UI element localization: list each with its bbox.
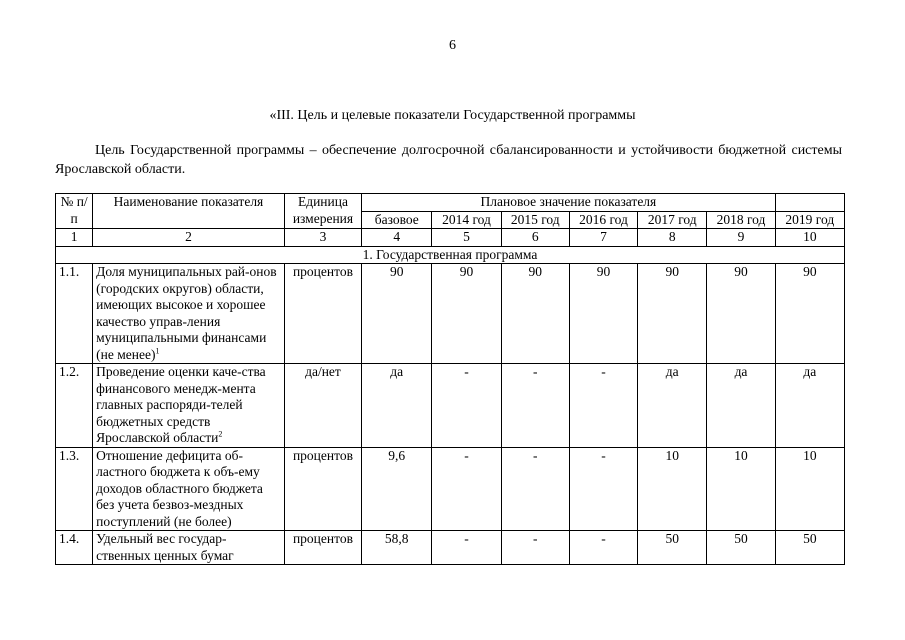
value-cell: - (569, 447, 637, 531)
indicator-name: Удельный вес государ-ственных ценных бумаг (96, 531, 234, 563)
header-row-top (56, 194, 845, 212)
indicator-name-cell (93, 447, 285, 531)
indicator-name-cell (93, 364, 285, 448)
table-row (56, 531, 845, 565)
value-cell: - (501, 531, 569, 565)
header-unit: Единица измерения (284, 194, 361, 229)
column-number: 2 (93, 229, 285, 247)
value-cell: 90 (362, 264, 432, 364)
header-year: базовое (362, 211, 432, 229)
value-cell: 90 (432, 264, 501, 364)
column-number: 4 (362, 229, 432, 247)
row-number: 1.3. (56, 447, 93, 531)
column-number: 8 (638, 229, 707, 247)
header-empty-cell (775, 194, 844, 212)
value-cell: - (432, 447, 501, 531)
value-cell: 9,6 (362, 447, 432, 531)
value-cell: - (432, 364, 501, 448)
indicator-name: Проведение оценки каче-ства финансового менедж-мента главных распоряди-телей бюджетных средств Ярославской области (96, 364, 266, 445)
value-cell: да (707, 364, 775, 448)
value-cell: 58,8 (362, 531, 432, 565)
table-row (56, 264, 845, 364)
unit-cell: процентов (284, 447, 361, 531)
table-row (56, 364, 845, 448)
header-year: 2019 год (775, 211, 844, 229)
header-year: 2017 год (638, 211, 707, 229)
unit-cell: да/нет (284, 364, 361, 448)
value-cell: 10 (638, 447, 707, 531)
value-cell: 50 (775, 531, 844, 565)
row-number: 1.1. (56, 264, 93, 364)
column-number-row (56, 229, 845, 247)
header-year: 2015 год (501, 211, 569, 229)
value-cell: - (432, 531, 501, 565)
value-cell: 10 (775, 447, 844, 531)
indicators-table (55, 193, 845, 565)
column-number: 9 (707, 229, 775, 247)
column-number: 10 (775, 229, 844, 247)
value-cell: 10 (707, 447, 775, 531)
header-year: 2014 год (432, 211, 501, 229)
value-cell: да (362, 364, 432, 448)
column-number: 6 (501, 229, 569, 247)
value-cell: 50 (707, 531, 775, 565)
value-cell: 90 (638, 264, 707, 364)
goal-paragraph: Цель Государственной программы – обеспечение долгосрочной сбалансированности и устойчивости бюджетной системы Ярославской области. (55, 143, 842, 177)
value-cell: да (775, 364, 844, 448)
section-title: «III. Цель и целевые показатели Государственной программы (269, 108, 636, 123)
indicator-name: Доля муниципальных рай-онов (городских округов) области, имеющих высокое и хорошее качество управ-ления муниципальными финансами (не менее) (96, 264, 277, 362)
section-label: 1. Государственная программа (56, 246, 845, 264)
value-cell: - (569, 531, 637, 565)
table-row (56, 447, 845, 531)
value-cell: да (638, 364, 707, 448)
footnote-marker: 1 (155, 346, 160, 355)
header-year: 2016 год (569, 211, 637, 229)
header-year: 2018 год (707, 211, 775, 229)
value-cell: 90 (707, 264, 775, 364)
unit-cell: процентов (284, 264, 361, 364)
value-cell: 90 (501, 264, 569, 364)
value-cell: - (501, 447, 569, 531)
row-number: 1.2. (56, 364, 93, 448)
row-number: 1.4. (56, 531, 93, 565)
value-cell: 90 (569, 264, 637, 364)
indicator-name: Отношение дефицита об-ластного бюджета к объ-ему доходов областного бюджета без учета безвоз-мездных поступлений (не более) (96, 447, 263, 529)
column-number: 3 (284, 229, 361, 247)
value-cell: - (501, 364, 569, 448)
page-number: 6 (449, 38, 456, 53)
header-name: Наименование показателя (93, 194, 285, 229)
column-number: 7 (569, 229, 637, 247)
header-num: № п/п (56, 194, 93, 229)
value-cell: 50 (638, 531, 707, 565)
indicator-name-cell (93, 531, 285, 565)
header-planned: Плановое значение показателя (362, 194, 776, 212)
section-row (56, 246, 845, 264)
column-number: 5 (432, 229, 501, 247)
footnote-marker: 2 (218, 429, 223, 439)
value-cell: 90 (775, 264, 844, 364)
column-number: 1 (56, 229, 93, 247)
indicator-name-cell (93, 264, 285, 364)
value-cell: - (569, 364, 637, 448)
unit-cell: процентов (284, 531, 361, 565)
